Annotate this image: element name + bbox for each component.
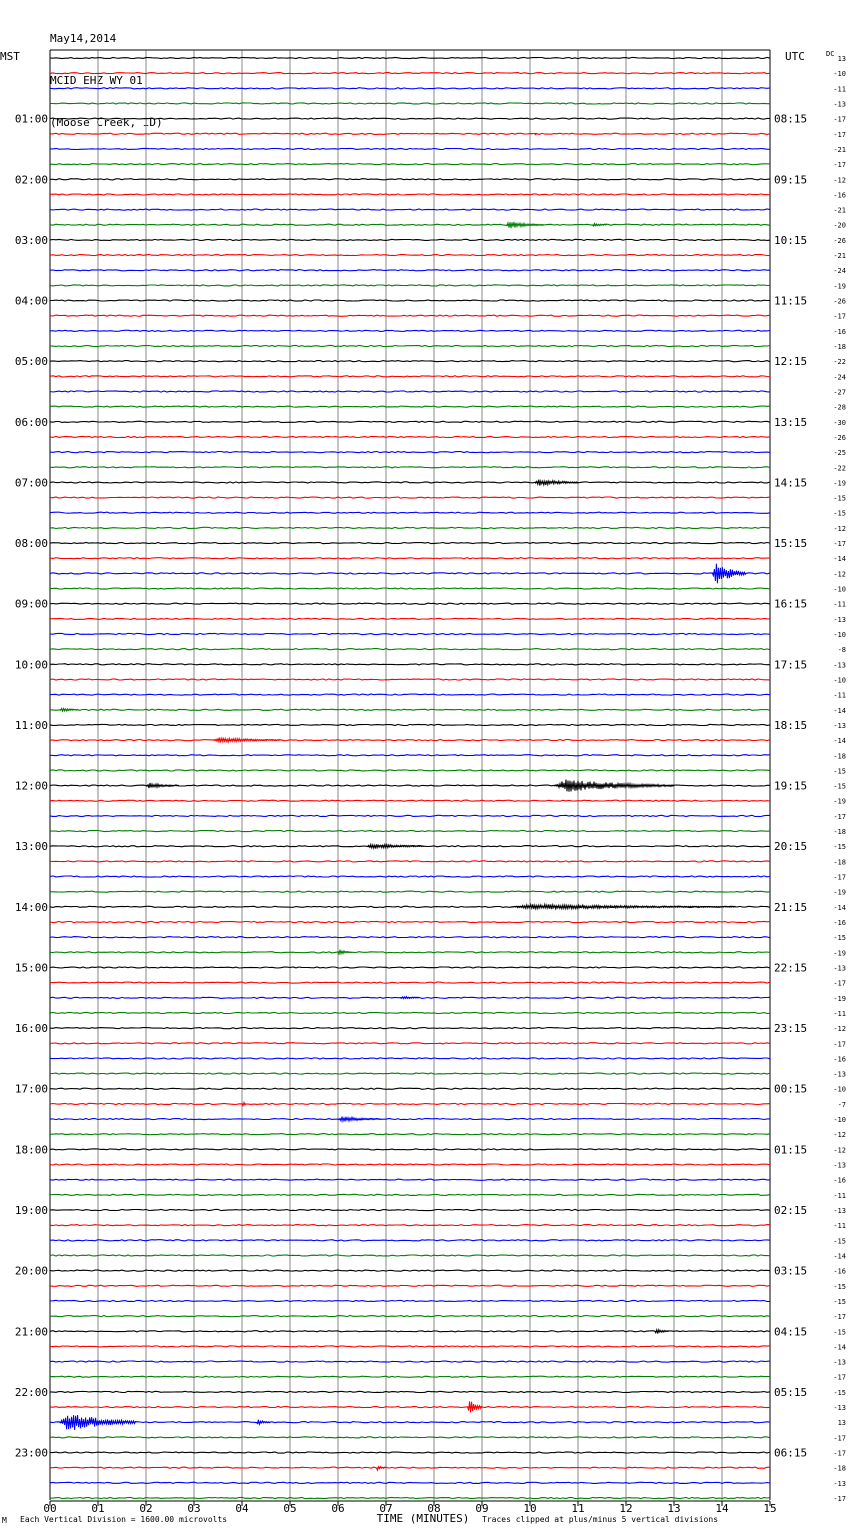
x-tick-label-07: 07 xyxy=(379,1502,393,1515)
trace-70 xyxy=(50,1119,770,1120)
dc-offset-24: -30 xyxy=(833,418,846,427)
x-tick-label-06: 06 xyxy=(331,1502,345,1515)
trace-9 xyxy=(50,194,770,195)
trace-29 xyxy=(50,497,770,498)
utc-label-17:15: 17:15 xyxy=(774,658,808,672)
trace-69 xyxy=(50,1103,770,1104)
mst-label-15:00: 15:00 xyxy=(14,961,48,975)
trace-12 xyxy=(50,239,770,240)
mst-label-13:00: 13:00 xyxy=(14,840,48,854)
trace-31 xyxy=(50,527,770,528)
dc-offset-84: -15 xyxy=(833,1328,846,1337)
utc-label-22:15: 22:15 xyxy=(774,961,808,975)
trace-6 xyxy=(50,148,770,149)
mst-label-02:00: 02:00 xyxy=(14,173,48,187)
trace-14 xyxy=(50,270,770,271)
x-tick-label-05: 05 xyxy=(283,1502,297,1515)
event-11 xyxy=(338,950,352,954)
dc-offset-33: -14 xyxy=(833,555,846,564)
event-10 xyxy=(511,904,736,909)
dc-offset-labels xyxy=(833,55,846,1503)
trace-group xyxy=(50,57,770,1498)
trace-68 xyxy=(50,1088,770,1089)
dc-offset-14: -24 xyxy=(833,267,846,276)
x-tick-label-03: 03 xyxy=(187,1502,201,1515)
dc-offset-6: -21 xyxy=(833,145,846,154)
mst-label-08:00: 08:00 xyxy=(14,537,48,551)
trace-80 xyxy=(50,1270,770,1271)
trace-11 xyxy=(50,224,770,225)
dc-offset-35: -10 xyxy=(833,585,846,594)
dc-offset-10: -21 xyxy=(833,206,846,215)
trace-92 xyxy=(50,1452,770,1453)
dc-offset-82: -15 xyxy=(833,1297,846,1306)
dc-offset-49: -19 xyxy=(833,797,846,806)
utc-label-03:15: 03:15 xyxy=(774,1264,808,1278)
dc-offset-45: -14 xyxy=(833,737,846,746)
dc-offset-80: -16 xyxy=(833,1267,846,1276)
scale-note: Each Vertical Division = 1600.00 microvolts xyxy=(20,1515,228,1524)
header-date: May14,2014 xyxy=(50,32,117,45)
x-tick-label-02: 02 xyxy=(139,1502,153,1515)
trace-58 xyxy=(50,937,770,938)
trace-40 xyxy=(50,664,770,665)
dc-offset-63: -11 xyxy=(833,1009,846,1018)
dc-offset-59: -19 xyxy=(833,949,846,958)
trace-19 xyxy=(50,345,770,346)
dc-offset-74: -16 xyxy=(833,1176,846,1185)
dc-offset-13: -21 xyxy=(833,252,846,261)
dc-offset-66: -16 xyxy=(833,1055,846,1064)
trace-37 xyxy=(50,618,770,619)
trace-2 xyxy=(50,88,770,89)
trace-90 xyxy=(50,1422,770,1423)
mst-label-18:00: 18:00 xyxy=(14,1143,48,1157)
dc-offset-37: -13 xyxy=(833,615,846,624)
mst-label-16:00: 16:00 xyxy=(14,1022,48,1036)
dc-offset-85: -14 xyxy=(833,1343,846,1352)
mst-label-10:00: 10:00 xyxy=(14,658,48,672)
utc-label-10:15: 10:15 xyxy=(774,233,808,247)
trace-0 xyxy=(50,57,770,58)
trace-22 xyxy=(50,391,770,392)
dc-offset-23: -28 xyxy=(833,403,846,412)
trace-4 xyxy=(50,118,770,119)
dc-offset-47: -15 xyxy=(833,767,846,776)
utc-label-20:15: 20:15 xyxy=(774,840,808,854)
dc-offset-41: -10 xyxy=(833,676,846,685)
mst-label-17:00: 17:00 xyxy=(14,1082,48,1096)
right-timezone-label: UTC xyxy=(785,50,805,63)
mst-label-09:00: 09:00 xyxy=(14,597,48,611)
dc-offset-92: -17 xyxy=(833,1449,846,1458)
trace-93 xyxy=(50,1467,770,1468)
trace-72 xyxy=(50,1149,770,1150)
dc-offset-67: -13 xyxy=(833,1070,846,1079)
x-tick-label-15: 15 xyxy=(763,1502,777,1515)
dc-offset-54: -17 xyxy=(833,873,846,882)
event-3 xyxy=(535,480,578,486)
dc-offset-12: -26 xyxy=(833,236,846,245)
trace-63 xyxy=(50,1012,770,1013)
dc-offset-51: -18 xyxy=(833,828,846,837)
dc-offset-7: -17 xyxy=(833,161,846,170)
event-15 xyxy=(655,1330,669,1334)
dc-offset-27: -22 xyxy=(833,464,846,473)
dc-offset-2: -11 xyxy=(833,85,846,94)
dc-offset-95: -17 xyxy=(833,1495,846,1503)
trace-27 xyxy=(50,467,770,468)
x-axis-title: TIME (MINUTES) xyxy=(376,1512,470,1525)
mst-label-19:00: 19:00 xyxy=(14,1204,48,1217)
x-tick-label-01: 01 xyxy=(91,1502,105,1515)
dc-offset-58: -15 xyxy=(833,934,846,943)
trace-78 xyxy=(50,1240,770,1241)
dc-offset-88: -15 xyxy=(833,1388,846,1397)
dc-offset-86: -13 xyxy=(833,1358,846,1367)
utc-label-09:15: 09:15 xyxy=(774,173,808,187)
header-channel: MCID EHZ WY 01 xyxy=(50,74,143,87)
utc-label-08:15: 08:15 xyxy=(774,112,808,126)
dc-offset-61: -17 xyxy=(833,979,846,988)
trace-76 xyxy=(50,1209,770,1210)
trace-18 xyxy=(50,330,770,331)
mst-label-23:00: 23:00 xyxy=(14,1446,48,1460)
trace-54 xyxy=(50,876,770,877)
trace-15 xyxy=(50,285,770,286)
dc-offset-75: -11 xyxy=(833,1191,846,1200)
dc-offset-83: -17 xyxy=(833,1313,846,1322)
dc-offset-32: -17 xyxy=(833,540,846,549)
trace-23 xyxy=(50,406,770,407)
dc-offset-76: -13 xyxy=(833,1207,846,1215)
trace-64 xyxy=(50,1028,770,1029)
dc-offset-56: -14 xyxy=(833,903,846,912)
trace-86 xyxy=(50,1361,770,1362)
mst-label-06:00: 06:00 xyxy=(14,415,48,429)
dc-offset-17: -17 xyxy=(833,312,846,321)
mst-hour-labels xyxy=(15,113,48,1460)
trace-85 xyxy=(50,1346,770,1347)
trace-5 xyxy=(50,133,770,134)
mst-label-14:00: 14:00 xyxy=(14,900,48,914)
trace-1 xyxy=(50,73,770,74)
trace-16 xyxy=(50,300,770,301)
trace-30 xyxy=(50,512,770,513)
dc-offset-0: 13 xyxy=(837,55,846,63)
dc-offset-9: -16 xyxy=(833,191,846,200)
trace-3 xyxy=(50,103,770,104)
dc-offset-3: -13 xyxy=(833,100,846,109)
dc-offset-43: -14 xyxy=(833,706,846,715)
header-location: (Moose Creek, ID) xyxy=(50,116,163,129)
dc-offset-46: -18 xyxy=(833,752,846,761)
trace-35 xyxy=(50,588,770,589)
trace-55 xyxy=(50,891,770,892)
dc-offset-79: -14 xyxy=(833,1252,846,1261)
dc-offset-30: -15 xyxy=(833,509,846,518)
trace-17 xyxy=(50,315,770,316)
dc-offset-28: -19 xyxy=(833,479,846,488)
trace-26 xyxy=(50,452,770,453)
utc-label-12:15: 12:15 xyxy=(774,355,808,369)
trace-89 xyxy=(50,1407,770,1408)
x-tick-label-12: 12 xyxy=(619,1502,633,1515)
event-16 xyxy=(468,1401,482,1412)
utc-label-21:15: 21:15 xyxy=(774,900,808,914)
trace-21 xyxy=(50,376,770,377)
dc-offset-21: -24 xyxy=(833,373,846,382)
utc-label-11:15: 11:15 xyxy=(774,294,808,308)
trace-83 xyxy=(50,1316,770,1317)
trace-67 xyxy=(50,1073,770,1074)
trace-10 xyxy=(50,209,770,210)
x-tick-label-10: 10 xyxy=(523,1502,537,1515)
dc-offset-8: -12 xyxy=(833,176,846,185)
dc-offset-29: -15 xyxy=(833,494,846,503)
dc-offset-70: -10 xyxy=(833,1116,846,1125)
trace-33 xyxy=(50,558,770,559)
dc-offset-73: -13 xyxy=(833,1161,846,1170)
trace-71 xyxy=(50,1134,770,1135)
trace-53 xyxy=(50,861,770,862)
event-13 xyxy=(242,1102,246,1105)
trace-88 xyxy=(50,1391,770,1392)
trace-8 xyxy=(50,179,770,180)
utc-label-04:15: 04:15 xyxy=(774,1325,808,1339)
trace-60 xyxy=(50,967,770,968)
utc-label-16:15: 16:15 xyxy=(774,597,808,611)
dc-offset-40: -13 xyxy=(833,661,846,670)
trace-59 xyxy=(50,952,770,953)
utc-label-19:15: 19:15 xyxy=(774,779,808,793)
trace-49 xyxy=(50,800,770,801)
utc-label-01:15: 01:15 xyxy=(774,1143,808,1157)
dc-offset-93: -18 xyxy=(833,1464,846,1473)
event-19 xyxy=(376,1467,385,1471)
trace-34 xyxy=(50,573,770,574)
dc-offset-31: -12 xyxy=(833,524,846,533)
utc-hour-labels xyxy=(774,113,807,1460)
left-timezone-label: MST xyxy=(0,50,20,63)
dc-offset-60: -13 xyxy=(833,964,846,973)
minute-gridlines xyxy=(50,50,770,1500)
dc-offset-4: -17 xyxy=(833,115,846,124)
event-5 xyxy=(60,708,79,711)
trace-61 xyxy=(50,982,770,983)
trace-41 xyxy=(50,679,770,680)
dc-offset-11: -20 xyxy=(833,221,846,230)
trace-39 xyxy=(50,649,770,650)
trace-13 xyxy=(50,255,770,256)
event-6 xyxy=(213,738,280,743)
dc-offset-57: -16 xyxy=(833,919,846,927)
utc-label-05:15: 05:15 xyxy=(774,1385,808,1399)
dc-offset-38: -10 xyxy=(833,631,846,639)
dc-offset-48: -15 xyxy=(833,782,846,791)
trace-75 xyxy=(50,1194,770,1195)
dc-offset-44: -13 xyxy=(833,721,846,730)
dc-offset-53: -18 xyxy=(833,858,846,867)
trace-74 xyxy=(50,1179,770,1180)
trace-38 xyxy=(50,633,770,634)
trace-28 xyxy=(50,482,770,483)
utc-label-15:15: 15:15 xyxy=(774,537,808,551)
mst-label-22:00: 22:00 xyxy=(14,1385,48,1399)
event-group xyxy=(60,133,746,1470)
x-tick-label-04: 04 xyxy=(235,1502,249,1515)
event-1 xyxy=(506,222,544,228)
dc-offset-42: -11 xyxy=(833,691,846,700)
dc-offset-87: -17 xyxy=(833,1373,846,1382)
event-18 xyxy=(256,1420,270,1425)
dc-offset-62: -19 xyxy=(833,994,846,1003)
trace-50 xyxy=(50,815,770,816)
trace-65 xyxy=(50,1043,770,1044)
dc-offset-71: -12 xyxy=(833,1131,846,1140)
trace-7 xyxy=(50,164,770,165)
dc-offset-15: -19 xyxy=(833,282,846,291)
trace-51 xyxy=(50,831,770,832)
dc-offset-69: -7 xyxy=(837,1100,846,1109)
utc-label-02:15: 02:15 xyxy=(774,1204,808,1217)
trace-77 xyxy=(50,1225,770,1226)
dc-offset-16: -26 xyxy=(833,297,846,306)
dc-offset-36: -11 xyxy=(833,600,846,609)
dc-offset-20: -22 xyxy=(833,358,846,367)
x-tick-label-08: 08 xyxy=(427,1502,441,1515)
trace-32 xyxy=(50,543,770,544)
utc-label-23:15: 23:15 xyxy=(774,1022,808,1036)
dc-offset-89: -13 xyxy=(833,1404,846,1413)
dc-offset-65: -17 xyxy=(833,1040,846,1049)
trace-25 xyxy=(50,436,770,437)
dc-offset-68: -10 xyxy=(833,1085,846,1094)
corner-mark: M xyxy=(2,1516,7,1525)
event-7 xyxy=(146,783,179,788)
trace-73 xyxy=(50,1164,770,1165)
dc-offset-34: -12 xyxy=(833,570,846,579)
dc-offset-19: -18 xyxy=(833,343,846,351)
dc-offset-90: 13 xyxy=(837,1419,846,1428)
mst-label-04:00: 04:00 xyxy=(14,294,48,308)
dc-offset-18: -16 xyxy=(833,327,846,336)
dc-offset-81: -15 xyxy=(833,1282,846,1291)
trace-36 xyxy=(50,603,770,604)
x-tick-label-13: 13 xyxy=(667,1502,681,1515)
mst-label-20:00: 20:00 xyxy=(14,1264,48,1278)
trace-47 xyxy=(50,770,770,771)
event-14 xyxy=(338,1117,381,1122)
dc-offset-26: -25 xyxy=(833,449,846,458)
x-tick-label-11: 11 xyxy=(571,1502,585,1515)
trace-46 xyxy=(50,755,770,756)
trace-24 xyxy=(50,421,770,422)
dc-offset-52: -15 xyxy=(833,843,846,852)
event-8 xyxy=(554,780,674,792)
x-tick-label-00: 00 xyxy=(43,1502,57,1515)
trace-94 xyxy=(50,1482,770,1483)
mst-label-03:00: 03:00 xyxy=(14,233,48,247)
trace-66 xyxy=(50,1058,770,1059)
mst-label-11:00: 11:00 xyxy=(14,718,48,732)
trace-95 xyxy=(50,1497,770,1498)
dc-offset-78: -15 xyxy=(833,1237,846,1246)
dc-offset-94: -13 xyxy=(833,1479,846,1488)
event-9 xyxy=(367,844,424,848)
trace-43 xyxy=(50,709,770,710)
trace-81 xyxy=(50,1285,770,1286)
trace-42 xyxy=(50,694,770,695)
dc-offset-55: -19 xyxy=(833,888,846,897)
dc-offset-72: -12 xyxy=(833,1146,846,1155)
utc-label-00:15: 00:15 xyxy=(774,1082,808,1096)
mst-label-21:00: 21:00 xyxy=(14,1325,48,1339)
mst-label-07:00: 07:00 xyxy=(14,476,48,490)
dc-offset-50: -17 xyxy=(833,812,846,821)
x-tick-label-09: 09 xyxy=(475,1502,489,1515)
trace-82 xyxy=(50,1300,770,1301)
utc-label-06:15: 06:15 xyxy=(774,1446,808,1460)
mst-label-01:00: 01:00 xyxy=(14,112,48,126)
utc-label-14:15: 14:15 xyxy=(774,476,808,490)
mst-label-12:00: 12:00 xyxy=(14,779,48,793)
dc-offset-1: -10 xyxy=(833,70,846,79)
dc-offset-91: -17 xyxy=(833,1434,846,1443)
trace-87 xyxy=(50,1376,770,1377)
dc-offset-22: -27 xyxy=(833,388,846,397)
trace-57 xyxy=(50,921,770,922)
trace-44 xyxy=(50,724,770,725)
event-4 xyxy=(712,564,745,584)
dc-offset-5: -17 xyxy=(833,130,846,139)
dc-column-label: DC xyxy=(826,50,835,58)
trace-79 xyxy=(50,1255,770,1256)
dc-offset-39: -8 xyxy=(837,646,846,655)
utc-label-13:15: 13:15 xyxy=(774,415,808,429)
dc-offset-25: -26 xyxy=(833,433,846,442)
mst-label-05:00: 05:00 xyxy=(14,355,48,369)
trace-20 xyxy=(50,361,770,362)
x-tick-label-14: 14 xyxy=(715,1502,729,1515)
trace-91 xyxy=(50,1437,770,1438)
clip-note: Traces clipped at plus/minus 5 vertical divisions xyxy=(482,1515,719,1524)
trace-45 xyxy=(50,740,770,741)
utc-label-18:15: 18:15 xyxy=(774,718,808,732)
dc-offset-77: -11 xyxy=(833,1222,846,1231)
dc-offset-64: -12 xyxy=(833,1025,846,1034)
